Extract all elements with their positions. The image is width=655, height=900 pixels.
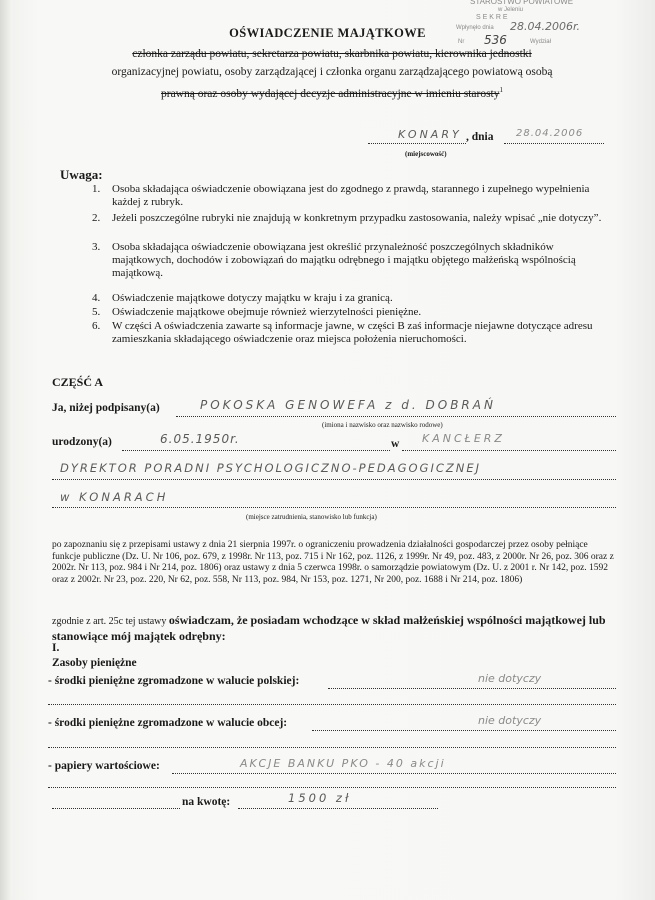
polish-currency-label: - środki pieniężne zgromadzone w walucie polskiej: bbox=[48, 675, 300, 687]
dnia-label: , dnia bbox=[466, 131, 494, 143]
place-date-value: 28.04.2006 bbox=[516, 128, 584, 139]
uwaga-item-2: 2. Jeżeli poszczególne rubryki nie znajdują w konkretnym przypadku zastosowania, należy wpisać „nie dotyczy”. bbox=[92, 212, 602, 224]
stamp-nr-value: 536 bbox=[484, 33, 507, 47]
subtitle bbox=[52, 45, 612, 103]
securities-label: - papiery wartościowe: bbox=[48, 760, 160, 772]
stamp-line3: S E K R E bbox=[476, 14, 508, 21]
securities-value: AKCJE BANKU PKO - 40 akcji bbox=[240, 757, 446, 770]
uwaga-item-4: 4. Oświadczenie majątkowe dotyczy majątku w kraju i za granicą. bbox=[92, 292, 393, 304]
uwaga-heading: Uwaga: bbox=[60, 167, 103, 182]
stamp-line1: STAROSTWO POWIATOWE bbox=[470, 0, 574, 6]
uwaga-item-3: 3. Osoba składająca oświadczenie obowiązana jest określić przynależność poszczególnych składników majątkowych, dochodów i zobowiązań do majątku odrębnego i majątku objętego małżeńską wspólnością majątkową. bbox=[92, 241, 576, 279]
name-label: Ja, niżej podpisany(a) bbox=[52, 402, 160, 414]
uwaga-item-5: 5. Oświadczenie majątkowe obejmuje również wierzytelności pieniężne. bbox=[92, 306, 422, 318]
statement-prefix: zgodnie z art. 25c tej ustawy bbox=[52, 616, 169, 627]
foreign-currency-label: - środki pieniężne zgromadzone w walucie obcej: bbox=[48, 717, 288, 729]
name-value: POKOSKA GENOWEFA z d. DOBRAŃ bbox=[200, 398, 496, 412]
document-title: OŚWIADCZENIE MAJĄTKOWE bbox=[229, 26, 426, 40]
amount-label: na kwotę: bbox=[182, 796, 231, 808]
uwaga-item-6: 6. W części A oświadczenia zawarte są informacje jawne, w części B zaś informacje niejawne dotyczące adresu zamieszkania składającego oświadczenie oraz miejsca położenia nieruchomości. bbox=[92, 320, 593, 345]
place-caption: (miejscowość) bbox=[405, 150, 447, 158]
subtitle-line1: członka zarządu powiatu, sekretarza powiatu, skarbnika powiatu, kierownika jednostki bbox=[132, 48, 532, 60]
job-line2: w KONARACH bbox=[60, 490, 169, 504]
legal-basis-text: po zapoznaniu się z przepisami ustawy z dnia 21 sierpnia 1997r. o ograniczeniu prowadzenia działalności gospodarczej przez osoby pełniące funkcje publiczne (Dz. U. Nr 106, poz. 679, z 1998r. Nr 113, poz. 715 i Nr 162, poz. 1126, z 1999r. Nr 49, poz. 483, z 2000r. Nr 26, poz. 306 oraz z 2002r. Nr 113, poz. 984 i Nr 214, poz. 1806) oraz ustawy z dnia 5 czerwca 1998r. o samorządzie powiatowym (Dz. U. z 2001 r. Nr 142, poz. 1592 oraz z 2002r. Nr 23, poz. 220, Nr 62, poz. 558, Nr 113, poz. 984, Nr 153, poz. 1271, Nr 200, poz. 1688 i Nr 214, poz. 1806) bbox=[52, 540, 614, 585]
scan-edge-shadow bbox=[0, 0, 12, 900]
job-caption: (miejsce zatrudnienia, stanowisko lub funkcja) bbox=[246, 513, 377, 521]
statement bbox=[52, 613, 614, 643]
place-date-row bbox=[368, 130, 616, 146]
stamp-wydz-label: Wydział bbox=[530, 39, 551, 45]
foreign-currency-value: nie dotyczy bbox=[478, 714, 542, 727]
polish-currency-value: nie dotyczy bbox=[478, 672, 542, 685]
stamp-received-label: Wpłynęło dnia bbox=[456, 25, 494, 31]
place-value: KONARY bbox=[398, 128, 462, 141]
uwaga-item-1: 1. Osoba składająca oświadczenie obowiązana jest do zgodnego z prawdą, starannego i zupełnego wypełnienia każdej z rubryk. bbox=[92, 183, 590, 208]
czesc-a-heading: CZĘŚĆ A bbox=[52, 375, 104, 389]
section-heading: Zasoby pieniężne bbox=[52, 657, 137, 669]
statement-bold: oświadczam, że posiadam wchodzące w skład małżeńskiej wspólności majątkowej lub stanowiące mój majątek odrębny: bbox=[52, 613, 606, 643]
born-w-label: w bbox=[391, 438, 400, 450]
subtitle-line3: prawną oraz osoby wydającej decyzje administracyjne w imieniu starosty$^1$ bbox=[161, 86, 503, 100]
footnote-marker: 1 bbox=[499, 86, 503, 94]
stamp-date: 28.04.2006r. bbox=[510, 20, 580, 33]
stamp-line2: w Jeleniu bbox=[498, 7, 524, 13]
section-roman: I. bbox=[52, 642, 60, 654]
subtitle-line2: organizacyjnej powiatu, osoby zarządzającej i członka organu zarządzającego powiatową osobą bbox=[111, 66, 553, 78]
born-label: urodzony(a) bbox=[52, 436, 112, 448]
name-caption: (imiona i nazwisko oraz nazwisko rodowe) bbox=[322, 421, 443, 429]
job-line1: DYREKTOR PORADNI PSYCHOLOGICZNO-PEDAGOGICZNEJ bbox=[60, 461, 482, 475]
born-place-value: KANCŁERZ bbox=[422, 432, 505, 445]
amount-value: 1500 zł bbox=[288, 791, 352, 805]
born-value: 6.05.1950r. bbox=[160, 432, 240, 446]
stamp-nr-label: Nr bbox=[458, 39, 465, 45]
